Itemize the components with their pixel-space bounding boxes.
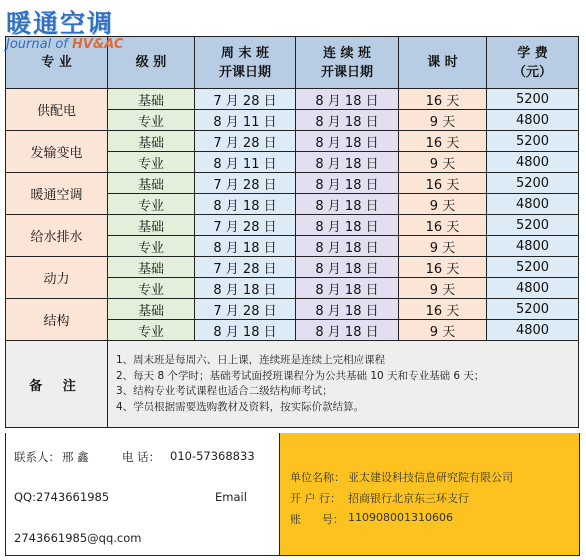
table-row (6, 215, 579, 236)
level-cell: 基础 (108, 131, 195, 152)
hours-cell: 16 天 (399, 257, 487, 278)
level-cell: 专业 (108, 236, 195, 257)
weekend-date-cell: 8 月 18 日 (195, 236, 296, 257)
fee-cell: 4800 (487, 236, 579, 257)
hours-cell: 9 天 (399, 110, 487, 131)
notes-row (6, 341, 579, 428)
header-weekend (195, 37, 296, 89)
hours-cell: 9 天 (399, 278, 487, 299)
hours-cell: 16 天 (399, 173, 487, 194)
continuous-date-cell: 8 月 18 日 (296, 152, 399, 173)
hours-cell: 16 天 (399, 215, 487, 236)
continuous-date-cell: 8 月 18 日 (296, 278, 399, 299)
continuous-date-cell: 8 月 18 日 (296, 131, 399, 152)
continuous-date-cell: 8 月 18 日 (296, 257, 399, 278)
bank-name: 招商银行北京东三环支行 (348, 492, 469, 505)
table-row (6, 299, 579, 320)
header-fee-line1: 学 费 (517, 45, 548, 61)
weekend-date-cell: 7 月 28 日 (195, 131, 296, 152)
fee-cell: 5200 (487, 173, 579, 194)
hours-cell: 9 天 (399, 236, 487, 257)
contact-panel (6, 433, 280, 555)
level-cell: 专业 (108, 152, 195, 173)
contact-name: 邢 鑫 (62, 450, 89, 464)
major-cell: 动力 (6, 257, 108, 299)
header-weekend-line2: 开课日期 (218, 64, 271, 80)
fee-cell: 5200 (487, 131, 579, 152)
note-line: 2、每天 8 个学时；基础考试面授班课程分为公共基础 10 天和专业基础 6 天； (116, 369, 485, 382)
level-cell: 基础 (108, 173, 195, 194)
account-number: 110908001310606 (348, 511, 453, 524)
fee-cell: 4800 (487, 194, 579, 215)
logo-en-prefix: Journal of (6, 37, 72, 52)
contact-footer (5, 433, 580, 556)
header-hours: 课 时 (399, 37, 487, 89)
fee-cell: 4800 (487, 152, 579, 173)
continuous-date-cell: 8 月 18 日 (296, 299, 399, 320)
level-cell: 基础 (108, 215, 195, 236)
weekend-date-cell: 8 月 11 日 (195, 152, 296, 173)
weekend-date-cell: 7 月 28 日 (195, 257, 296, 278)
unit-label: 单位名称： (290, 471, 345, 484)
weekend-date-cell: 8 月 18 日 (195, 278, 296, 299)
header-continuous-line1: 连 续 班 (322, 45, 372, 61)
hours-cell: 16 天 (399, 299, 487, 320)
weekend-date-cell: 7 月 28 日 (195, 215, 296, 236)
header-major: 专 业 (6, 37, 108, 89)
notes-body (108, 341, 579, 428)
header-level: 级 别 (108, 37, 195, 89)
continuous-date-cell: 8 月 18 日 (296, 236, 399, 257)
level-cell: 基础 (108, 299, 195, 320)
phone-number: 010-57368833 (170, 449, 255, 463)
note-line: 4、学员根据需要选购教材及资料，按实际价款结算。 (116, 400, 365, 413)
major-cell: 发输变电 (6, 131, 108, 173)
major-cell: 给水排水 (6, 215, 108, 257)
level-cell: 基础 (108, 89, 195, 110)
fee-cell: 5200 (487, 257, 579, 278)
continuous-date-cell: 8 月 18 日 (296, 194, 399, 215)
fee-cell: 5200 (487, 299, 579, 320)
header-fee-line2: （元） (512, 64, 552, 80)
hours-cell: 16 天 (399, 89, 487, 110)
header-continuous-line2: 开课日期 (320, 64, 373, 80)
hours-cell: 16 天 (399, 131, 487, 152)
fee-cell: 5200 (487, 89, 579, 110)
weekend-date-cell: 8 月 18 日 (195, 194, 296, 215)
fee-cell: 4800 (487, 110, 579, 131)
table-row (6, 173, 579, 194)
hours-cell: 9 天 (399, 152, 487, 173)
note-line: 1、周末班是每周六、日上课，连续班是连续上完相应课程 (116, 354, 386, 366)
notes-label: 备 注 (6, 341, 108, 428)
note-line: 3、结构专业考试课程也适合二级结构师考试； (116, 385, 333, 397)
continuous-date-cell: 8 月 18 日 (296, 320, 399, 341)
table-row (6, 257, 579, 278)
fee-cell: 5200 (487, 215, 579, 236)
account-label: 账 号： (290, 513, 344, 526)
schedule-table (5, 36, 579, 428)
weekend-date-cell: 7 月 28 日 (195, 173, 296, 194)
organization-panel (280, 433, 579, 555)
weekend-date-cell: 7 月 28 日 (195, 299, 296, 320)
table-row (6, 131, 579, 152)
hours-cell: 9 天 (399, 320, 487, 341)
hours-cell: 9 天 (399, 194, 487, 215)
fee-cell: 4800 (487, 278, 579, 299)
level-cell: 专业 (108, 320, 195, 341)
journal-logo (6, 4, 123, 52)
logo-en-brand: HV&AC (71, 37, 124, 52)
qq-number: QQ:2743661985 (14, 490, 110, 504)
major-cell: 暖通空调 (6, 173, 108, 215)
continuous-date-cell: 8 月 18 日 (296, 215, 399, 236)
level-cell: 基础 (108, 257, 195, 278)
level-cell: 专业 (108, 110, 195, 131)
header-fee (487, 37, 579, 89)
weekend-date-cell: 7 月 28 日 (195, 89, 296, 110)
continuous-date-cell: 8 月 18 日 (296, 173, 399, 194)
major-cell: 供配电 (6, 89, 108, 131)
table-row (6, 89, 579, 110)
logo-english-title (6, 37, 123, 52)
header-weekend-line1: 周 末 班 (220, 45, 270, 61)
major-cell: 结构 (6, 299, 108, 341)
phone-label: 电 话： (122, 450, 161, 464)
email-address[interactable]: 2743661985@qq.com (14, 531, 142, 545)
weekend-date-cell: 8 月 18 日 (195, 320, 296, 341)
weekend-date-cell: 8 月 11 日 (195, 110, 296, 131)
continuous-date-cell: 8 月 18 日 (296, 89, 399, 110)
continuous-date-cell: 8 月 18 日 (296, 110, 399, 131)
fee-cell: 4800 (487, 320, 579, 341)
contact-label: 联系人： (14, 450, 60, 464)
logo-chinese-title: 暖通空调 (6, 9, 115, 38)
email-label: Email (215, 490, 247, 504)
header-continuous (296, 37, 399, 89)
bank-label: 开 户 行： (290, 492, 341, 505)
level-cell: 专业 (108, 278, 195, 299)
level-cell: 专业 (108, 194, 195, 215)
unit-name: 亚太建设科技信息研究院有限公司 (348, 471, 513, 484)
